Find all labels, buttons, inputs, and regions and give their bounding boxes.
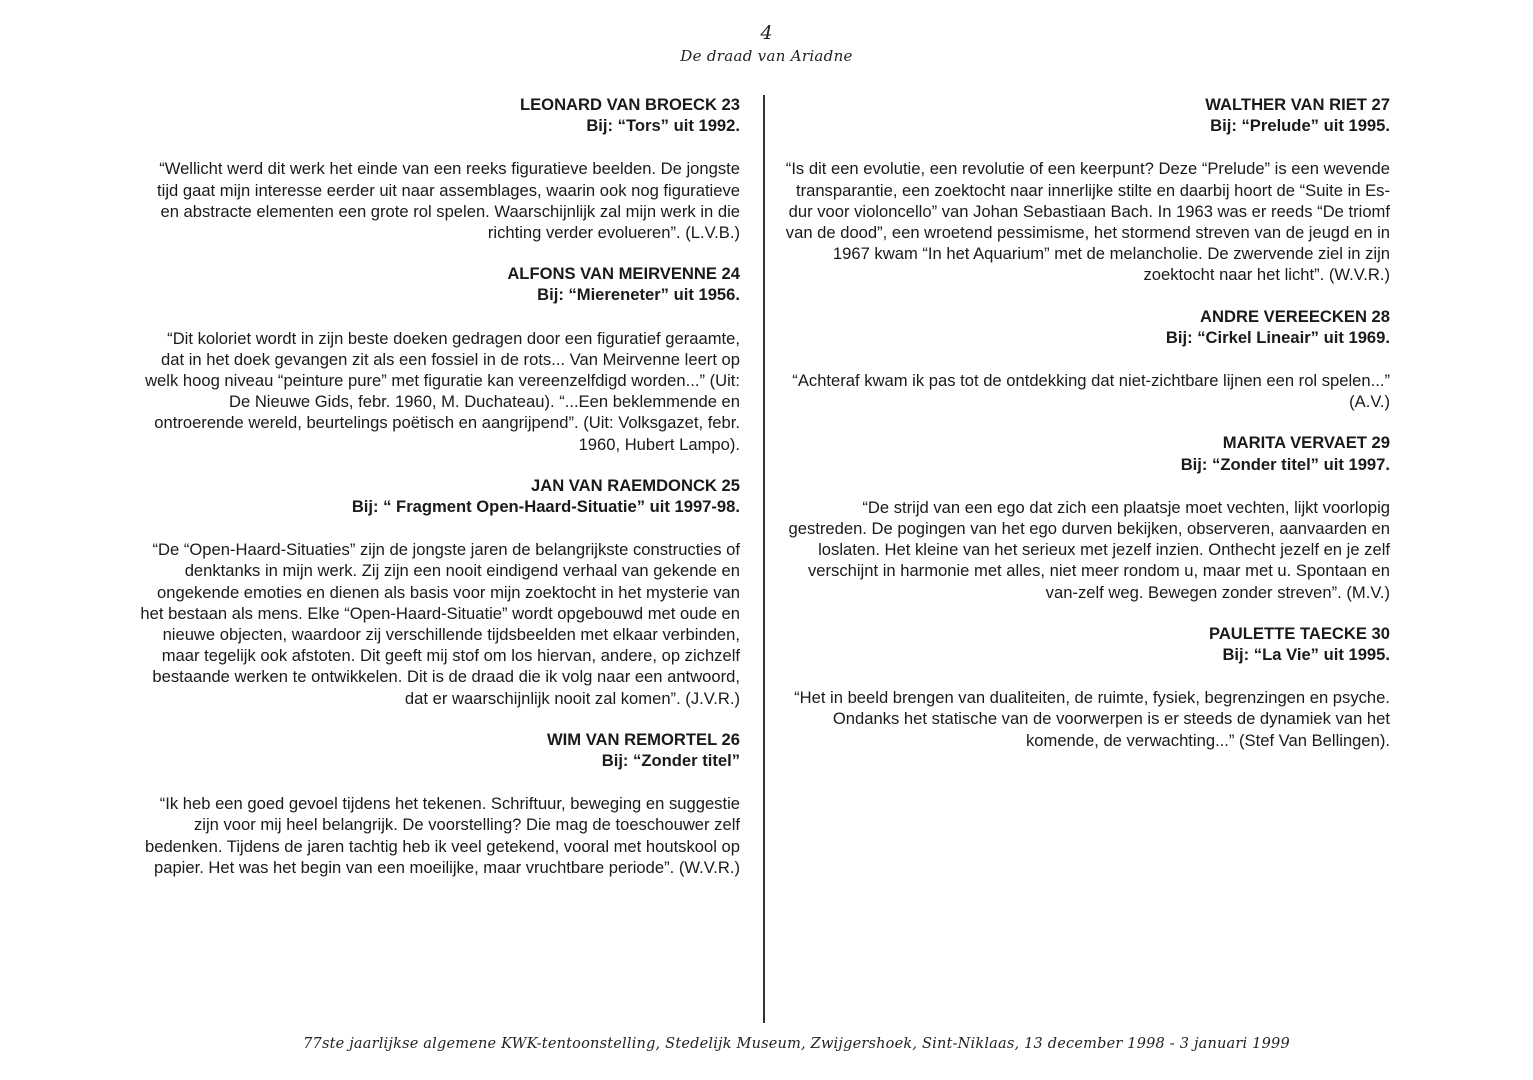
- entry-name: LEONARD VAN BROECK 23: [519, 95, 740, 114]
- entry-work: Bij: “Tors” uit 1992.: [586, 116, 740, 136]
- entry-van-meirvenne: [140, 263, 740, 455]
- entry-name: ALFONS VAN MEIRVENNE 24: [507, 264, 740, 284]
- entry-vervaet: [780, 432, 1390, 602]
- entry-van-broeck: [140, 94, 740, 243]
- entry-name: PAULETTE TAECKE 30: [1208, 623, 1390, 643]
- entry-text: “De strijd van een ego dat zich een plaatsje moet vechten, lijkt voorlopig gestreden. De pogingen van het ego durven bekijken, observeren, aanvaarden en loslaten. Het kleine van het serieux met jezelf inzien. Onthecht jezelf en je zelf verschijnt in harmonie met alles, niet meer rondom u, maar met u. Spontaan en van-zelf weg. Bewegen zonder streven”. (M.V.): [788, 497, 1390, 602]
- entry-work: Bij: “ Fragment Open-Haard-Situatie” uit 1997-98.: [351, 497, 740, 517]
- entry-van-riet: [780, 94, 1390, 286]
- entry-text: “Het in beeld brengen van dualiteiten, de ruimte, fysiek, begrenzingen en psyche. Ondanks het statische van de voorwerpen is er steeds de dynamiek van het komende, de verwachting...” (Stef Van Bellingen).: [794, 688, 1390, 750]
- page-title: De draad van Ariadne: [680, 47, 853, 65]
- entry-work: Bij: “Prelude” uit 1995.: [1210, 116, 1390, 136]
- entry-text: “Dit koloriet wordt in zijn beste doeken gedragen door een figuratief geraamte, dat in het doek gevangen zit als een fossiel in de rots... Van Meirvenne leert op welk hoog niveau “peinture pure” met figuratie kan vereenzelfdigd worden...” (Uit: De Nieuwe Gids, febr. 1960, M. Duchateau). “...Een beklemmende en ontroerende wereld, beurtelings poëtisch en aangrijpend”. (Uit: Volksgazet, febr. 1960, Hubert Lampo).: [145, 328, 740, 454]
- page-footer: 77ste jaarlijkse algemene KWK-tentoonstelling, Stedelijk Museum, Zwijgershoek, Sint-Niklaas, 13 december 1998 - 3 januari 1999: [303, 1036, 1290, 1052]
- entry-text: “Achteraf kwam ik pas tot de ontdekking dat niet-zichtbare lijnen een rol spelen...” (A.V.): [792, 371, 1390, 412]
- entry-van-remortel: [140, 729, 740, 878]
- entry-text: “Ik heb een goed gevoel tijdens het tekenen. Schriftuur, beweging en suggestie zijn voor mij heel belangrijk. De voorstelling? Die mag de toeschouwer zelf bedenken. Tijdens de jaren tachtig heb ik veel getekend, vooral met houtskool op papier. Het was het begin van een moeilijke, maar vruchtbare periode”. (W.V.R.): [144, 794, 740, 877]
- entry-name: WALTHER VAN RIET 27: [1205, 95, 1390, 114]
- entry-vereecken: [780, 306, 1390, 413]
- entry-name: MARITA VERVAET 29: [1222, 433, 1390, 453]
- entry-taecke: [780, 623, 1390, 751]
- page-number: 4: [760, 22, 773, 44]
- column-divider: [763, 95, 765, 1023]
- entry-name: ANDRE VEREECKEN 28: [1200, 306, 1390, 326]
- entry-name: JAN VAN RAEMDONCK 25: [531, 475, 740, 495]
- entry-work: Bij: “Miereneter” uit 1956.: [537, 285, 740, 305]
- entry-work: Bij: “Zonder titel”: [601, 751, 740, 771]
- entry-text: “Wellicht werd dit werk het einde van een reeks figuratieve beelden. De jongste tijd gaat mijn interesse eerder uit naar assemblages, waarin ook nog figuratieve en abstracte elementen een grote rol spelen. Waarschijnlijk zal mijn werk in die richting verder evolueren”. (L.V.B.): [157, 159, 740, 243]
- entry-van-raemdonck: [140, 475, 740, 709]
- entry-work: Bij: “La Vie” uit 1995.: [1222, 645, 1390, 665]
- entry-text: “Is dit een evolutie, een revolutie of een keerpunt? Deze “Prelude” is een wevende transparantie, een zoektocht naar innerlijke stilte en daarbij hoort de “Suite in Es-dur voor violoncello” van Johan Sebastiaan Bach. In 1963 was er reeds “De triomf van de dood”, een wroetend pessimisme, het stormend streven van de jeugd en in 1967 kwam “In het Aquarium” met de melancholie. De zwervende ziel in zijn zoektocht naar het licht”. (W.V.R.): [785, 159, 1390, 285]
- entry-work: Bij: “Cirkel Lineair” uit 1969.: [1165, 327, 1390, 347]
- entry-work: Bij: “Zonder titel” uit 1997.: [1180, 454, 1390, 474]
- entry-name: WIM VAN REMORTEL 26: [547, 729, 740, 749]
- left-column: [140, 94, 740, 900]
- entry-text: “De “Open-Haard-Situaties” zijn de jongste jaren de belangrijkste constructies of denktanks in mijn werk. Zij zijn een nooit eindigend verhaal van gekende en ongekende emoties en dienen als basis voor mijn zoektocht in het mysterie van het bestaan als mens. Elke “Open-Haard-Situatie” wordt opgebouwd met oude en nieuwe objecten, waardoor zij verschillende tijdsbeelden met elkaar verbinden, maar tegelijk ook afstoten. Dit geeft mij stof om los hiervan, andere, op zichzelf bestaande werken te ontwikkelen. Dit is de draad die ik volg naar een antwoord, dat er waarschijnlijk nooit zal komen”. (J.V.R.): [140, 540, 740, 708]
- right-column: [780, 94, 1390, 773]
